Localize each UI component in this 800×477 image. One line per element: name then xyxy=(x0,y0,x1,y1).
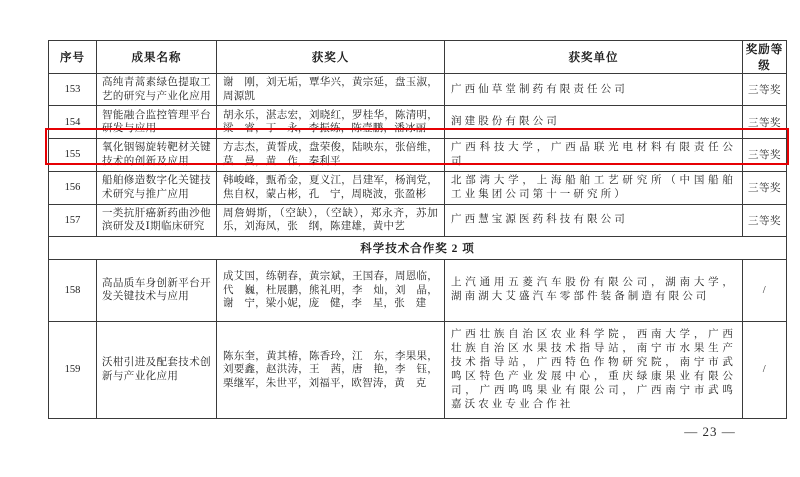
table-row-153 xyxy=(49,74,787,106)
header-award-unit: 获奖单位 xyxy=(445,41,743,74)
awards-table-container xyxy=(48,40,786,419)
cell-no: 155 xyxy=(49,139,97,172)
cell-winners: 谢 刚，刘无垢，覃华兴，黄宗延，盘玉淑，周源凯 xyxy=(217,74,445,106)
cell-no: 154 xyxy=(49,106,97,139)
cell-award-level: 三等奖 xyxy=(743,106,787,139)
cell-award-level: 三等奖 xyxy=(743,139,787,172)
cell-award-unit: 广西科技大学，广西晶联光电材料有限责任公司 xyxy=(445,139,743,172)
header-achievement-name: 成果名称 xyxy=(97,41,217,74)
cell-winners: 周詹姆斯，（空缺），（空缺），郑永齐，苏加乐，刘海凤，张 纲，陈建雄，黄中艺 xyxy=(217,204,445,236)
table-header-row xyxy=(49,41,787,74)
cell-no: 156 xyxy=(49,171,97,204)
table-row-156 xyxy=(49,171,787,204)
cell-no: 159 xyxy=(49,321,97,418)
cell-award-level: 三等奖 xyxy=(743,171,787,204)
cell-award-unit: 上汽通用五菱汽车股份有限公司，湖南大学，湖南湖大艾盛汽车零部件装备制造有限公司 xyxy=(445,259,743,321)
cell-winners: 韩峻峰，甄希金，夏义江，吕建军，杨润党，焦自权，蒙占彬，孔 宁，周晓波，张盈彬 xyxy=(217,171,445,204)
cell-award-level: 三等奖 xyxy=(743,74,787,106)
header-award-level: 奖励等级 xyxy=(743,41,787,74)
cell-achievement-name: 氧化铟锡旋转靶材关键技术的创新及应用 xyxy=(97,139,217,172)
cell-no: 157 xyxy=(49,204,97,236)
cell-no: 158 xyxy=(49,259,97,321)
cell-winners: 陈东奎，黄其椿，陈香玲，江 东，李果果，刘要鑫，赵洪涛，王 茜，唐 艳，李 钰，栗继军，朱世平，刘福平，欧智涛，黄 克 xyxy=(217,321,445,418)
cell-achievement-name: 智能融合监控管理平台研发与应用 xyxy=(97,106,217,139)
header-winners: 获奖人 xyxy=(217,41,445,74)
cell-winners: 胡永乐，湛志宏，刘晓红，罗桂华，陈清明，梁 睿，丁 永，李振练，陈壹鹏，潘冰丽 xyxy=(217,106,445,139)
cell-achievement-name: 高纯青蒿素绿色提取工艺的研究与产业化应用 xyxy=(97,74,217,106)
header-no: 序号 xyxy=(49,41,97,74)
table-row-157 xyxy=(49,204,787,236)
awards-table xyxy=(48,40,787,419)
cell-award-unit: 润建股份有限公司 xyxy=(445,106,743,139)
table-row-154 xyxy=(49,106,787,139)
cell-winners: 成艾国，练朝春，黄宗斌，王国春，周恩临，代 巍，杜展鹏，熊礼明，李 灿，刘 晶，谢 宁，梁小妮，庞 健，李 星，张 建 xyxy=(217,259,445,321)
cell-award-unit: 广西慧宝源医药科技有限公司 xyxy=(445,204,743,236)
table-row-158 xyxy=(49,259,787,321)
cell-achievement-name: 一类抗肝癌新药曲沙他滨研发及Ⅰ期临床研究 xyxy=(97,204,217,236)
cell-achievement-name: 船舶修造数字化关键技术研究与推广应用 xyxy=(97,171,217,204)
table-row-159 xyxy=(49,321,787,418)
cell-achievement-name: 沃柑引进及配套技术创新与产业化应用 xyxy=(97,321,217,418)
cell-no: 153 xyxy=(49,74,97,106)
section-header-row xyxy=(49,236,787,259)
cell-award-unit: 广西壮族自治区农业科学院，西南大学，广西壮族自治区水果技术指导站，南宁市水果生产技术指导站，广西特色作物研究院，南宁市武鸣区特色产业发展中心，重庆绿康果业有限公司，广西鸣鸣果业有限公司，广西南宁市武鸣嘉沃农业专业合作社 xyxy=(445,321,743,418)
cell-award-level: / xyxy=(743,259,787,321)
cell-achievement-name: 高品质车身创新平台开发关键技术与应用 xyxy=(97,259,217,321)
cell-award-level: / xyxy=(743,321,787,418)
table-row-155-highlighted xyxy=(49,139,787,172)
cell-winners: 方志杰，黄誓成，盘荣俊，陆映东，张倍维，莫 曼，黄 作，秦利平 xyxy=(217,139,445,172)
cell-award-unit: 北部湾大学，上海船舶工艺研究所（中国船舶工业集团公司第十一研究所） xyxy=(445,171,743,204)
section-header-label: 科学技术合作奖 2 项 xyxy=(49,236,787,259)
cell-award-unit: 广西仙草堂制药有限责任公司 xyxy=(445,74,743,106)
cell-award-level: 三等奖 xyxy=(743,204,787,236)
page-number: — 23 — xyxy=(684,424,736,439)
